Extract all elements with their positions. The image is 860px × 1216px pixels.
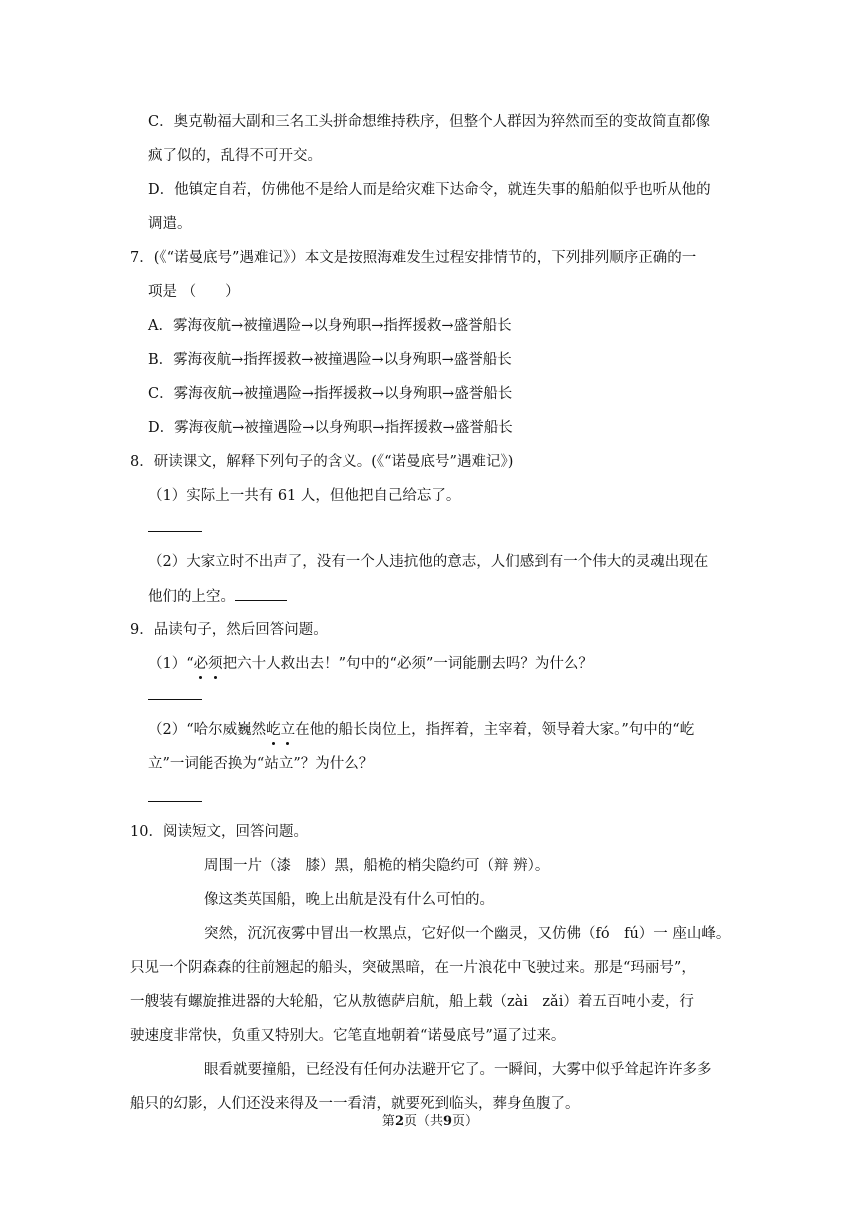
q9-sub1: （1）“必须把六十人救出去！”句中的“必须”一词能删去吗？为什么？	[148, 656, 593, 672]
q6-option-d-line1: D．他镇定自若，仿佛他不是给人而是给灾难下达命令，就连失事的船舶似乎也听从他的	[148, 182, 711, 198]
q8-sub2-answer-blank[interactable]	[235, 586, 287, 601]
q8-sub2-line1: （2）大家立时不出声了，没有一个人违抗他的意志，人们感到有一个伟大的灵魂出现在	[148, 554, 709, 570]
q10-para3-line4: 驶速度非常快，负重又特别大。它笔直地朝着“诺曼底号”逼了过来。	[130, 1028, 566, 1044]
q10-para2: 像这类英国船，晚上出航是没有什么可怕的。	[204, 892, 494, 908]
q9-sub1-answer-blank[interactable]	[148, 699, 202, 700]
q7-option-d: D．雾海夜航→被撞遇险→以身殉职→指挥援救→盛誉船长	[148, 420, 513, 436]
q6-option-c-line2: 疯了似的，乱得不可开交。	[148, 148, 322, 164]
q7-option-a: A．雾海夜航→被撞遇险→以身殉职→指挥援救→盛誉船长	[148, 318, 512, 334]
q8-sub2-line2: 他们的上空。	[148, 586, 287, 607]
emphasis-dotted-text: 屹立	[266, 722, 296, 738]
page-footer: 第2页（共9页）	[381, 1114, 479, 1129]
q10-para3-line1: 突然，沉沉夜雾中冒出一枚黑点，它好似一个幽灵，又仿佛（fó fú）一 座山峰。	[204, 926, 731, 942]
q10-para4-line2: 船只的幻影，人们还没来得及一一看清，就要死到临头，葬身鱼腹了。	[130, 1096, 580, 1112]
q7-option-b: B．雾海夜航→指挥援救→被撞遇险→以身殉职→盛誉船长	[148, 352, 512, 368]
q6-option-d-line2: 调遣。	[148, 216, 192, 232]
q10-stem: 10．阅读短文，回答问题。	[130, 824, 308, 840]
q8-stem: 8．研读课文，解释下列句子的含义。(《“诺曼底号”遇难记》)	[130, 454, 514, 470]
q6-option-c-line1: C．奥克勒福大副和三名工头拼命想维持秩序，但整个人群因为猝然而至的变故简直都像	[148, 114, 711, 130]
q10-para4-line1: 眼看就要撞船，已经没有任何办法避开它了。一瞬间，大雾中似乎耸起许许多多	[204, 1062, 712, 1078]
page-number: 2	[394, 1114, 404, 1129]
q9-sub2-line2: 立”一词能否换为“站立”？为什么？	[148, 756, 374, 772]
q8-sub1-answer-blank[interactable]	[148, 531, 202, 532]
q8-sub1: （1）实际上一共有 61 人，但他把自己给忘了。	[148, 488, 461, 504]
q9-stem: 9．品读句子，然后回答问题。	[130, 622, 328, 638]
total-pages: 9	[443, 1114, 453, 1129]
q10-para3-line2: 只见一个阴森森的往前翘起的船头，突破黑暗，在一片浪花中飞驶过来。那是“玛丽号”，	[130, 960, 696, 976]
q7-stem-line2: 项是 （ ）	[148, 284, 240, 300]
q10-para1: 周围一片（漆 膝）黑，船桅的梢尖隐约可（辩 辨）。	[204, 858, 550, 874]
q9-sub2-answer-blank[interactable]	[148, 801, 202, 802]
q9-sub2-line1: （2）“哈尔威巍然屹立在他的船长岗位上，指挥着，主宰着，领导着大家。”句中的“屹	[148, 722, 695, 738]
q7-stem-line1: 7．(《“诺曼底号”遇难记》）本文是按照海难发生过程安排情节的，下列排列顺序正确的一	[130, 250, 697, 266]
q7-option-c: C．雾海夜航→被撞遇险→指挥援救→以身殉职→盛誉船长	[148, 386, 513, 402]
q10-para3-line3: 一艘装有螺旋推进器的大轮船，它从敖德萨启航，船上载（zài zǎi）着五百吨小麦，行	[130, 994, 694, 1010]
emphasis-dotted-text: 必须	[193, 656, 223, 672]
